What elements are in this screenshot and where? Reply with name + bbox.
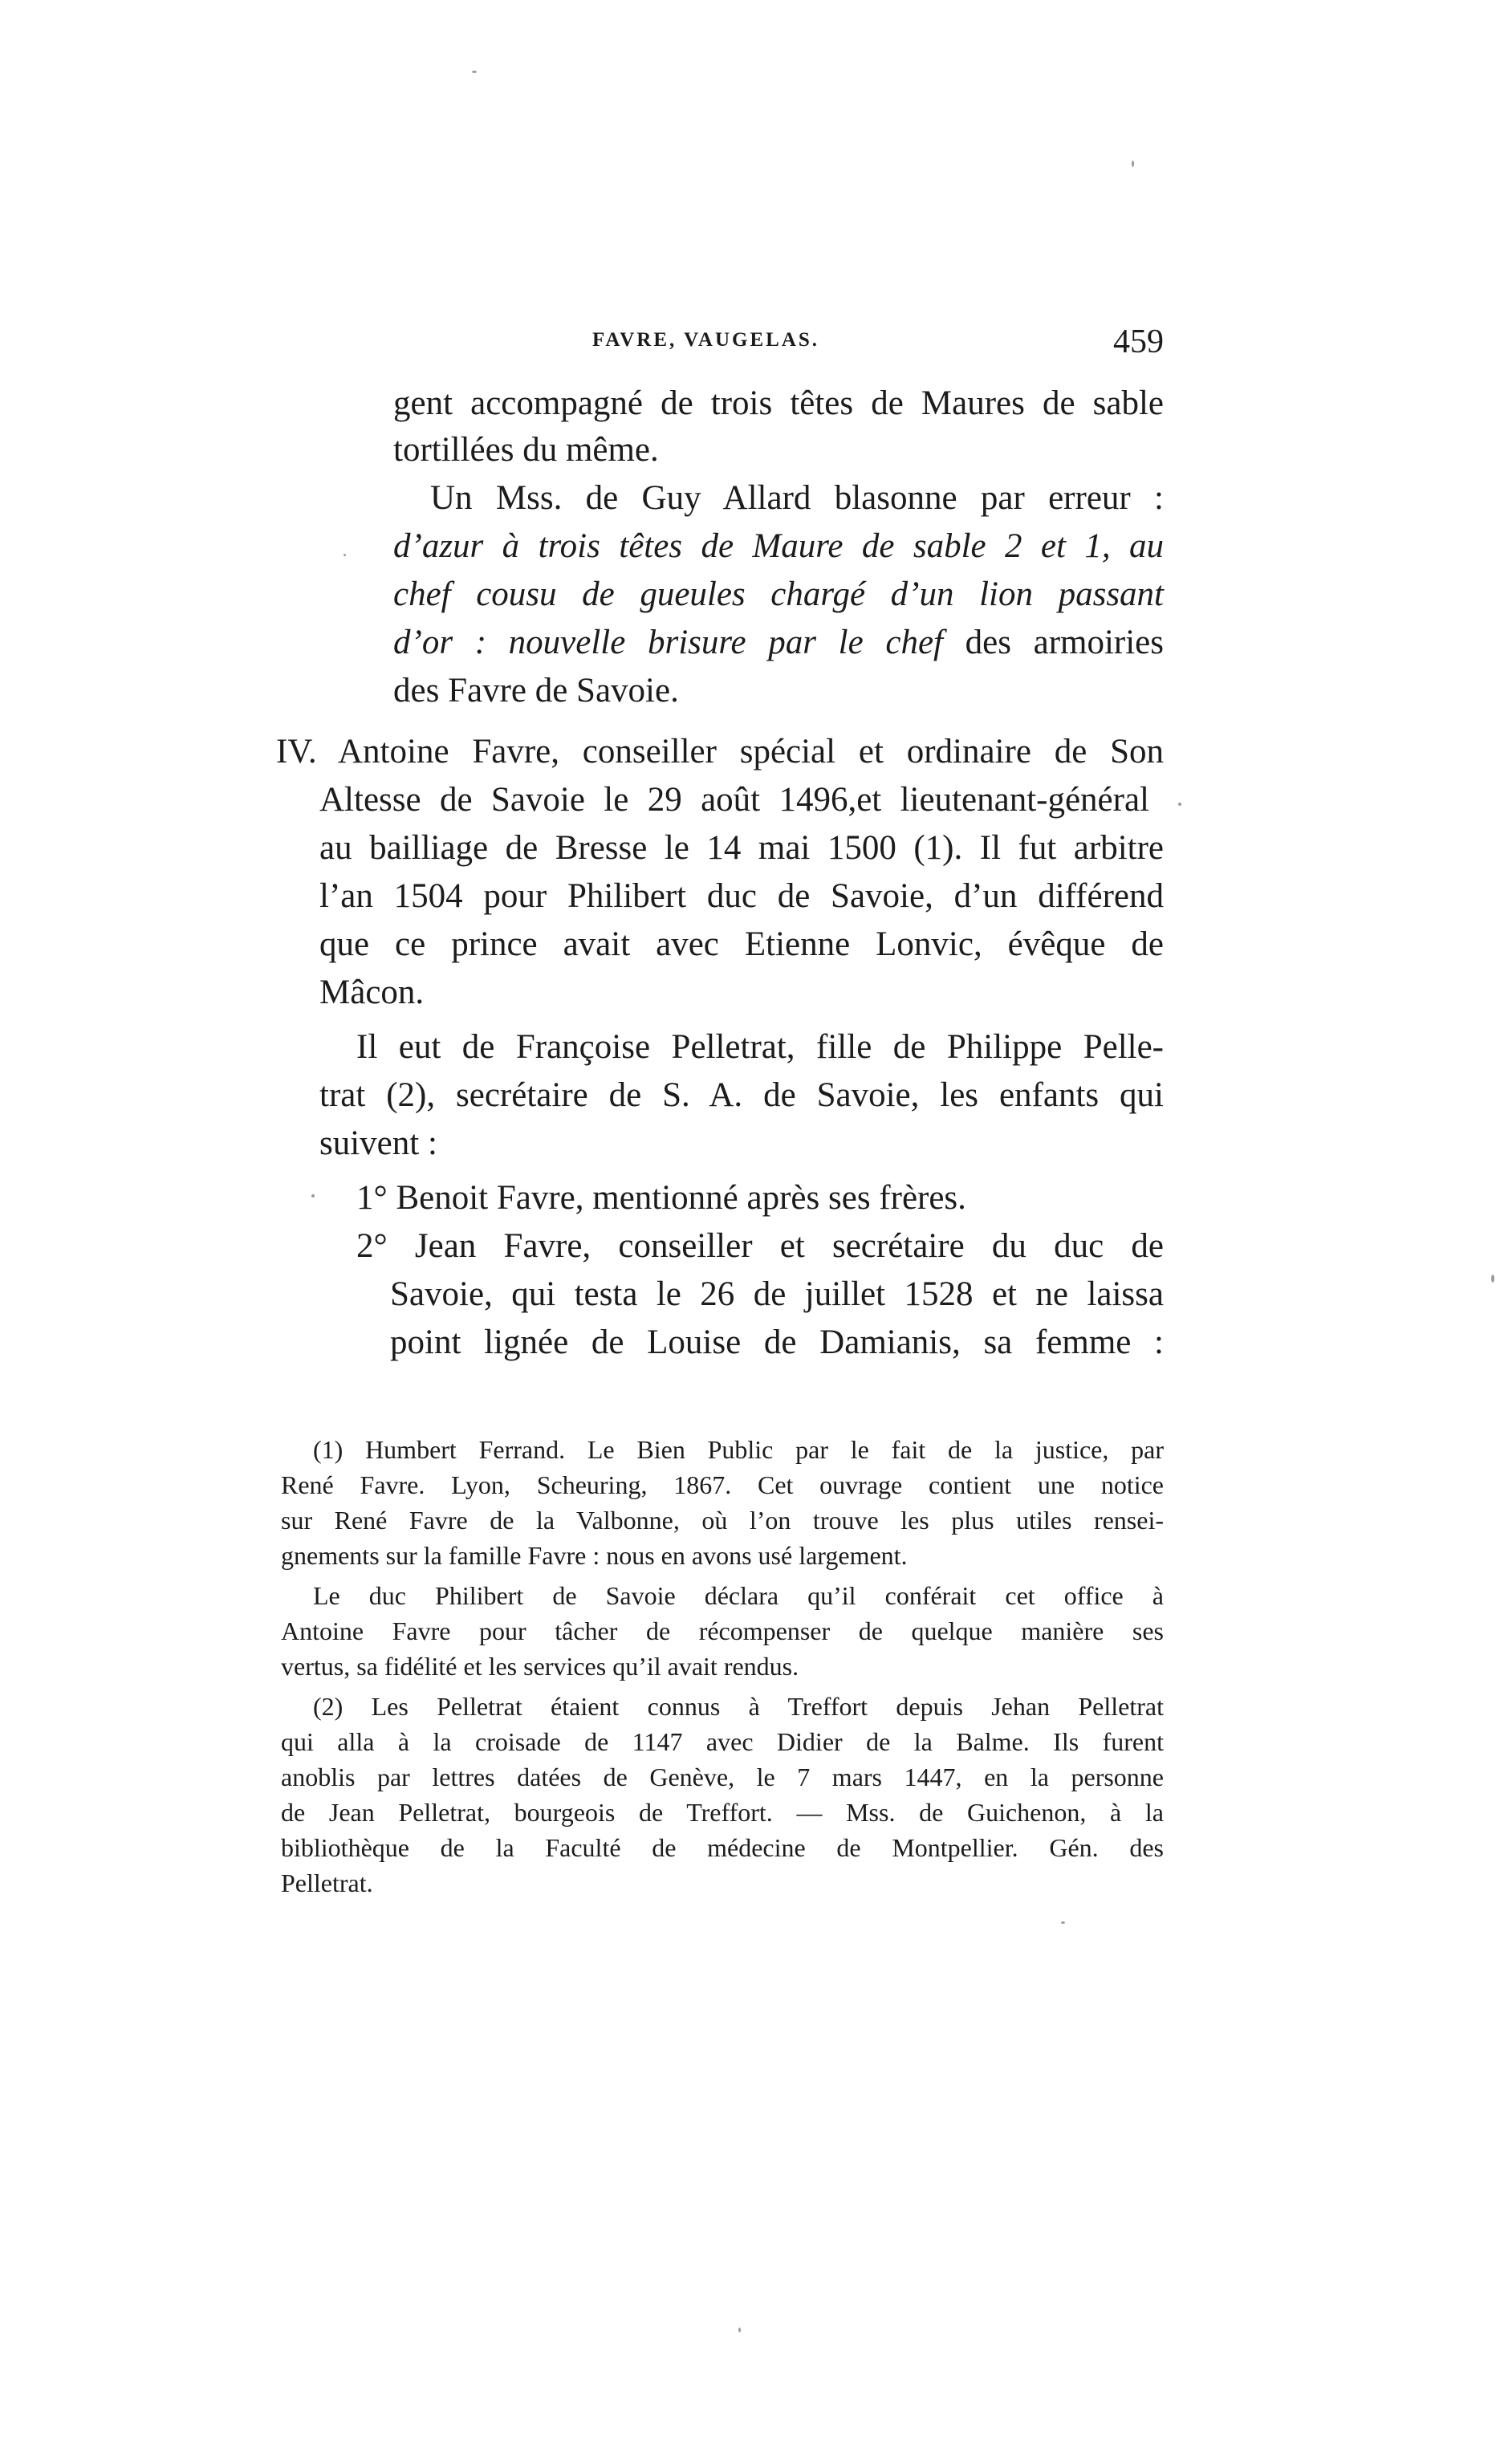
page-header — [385, 323, 1164, 377]
footnote-line: René Favre. Lyon, Scheuring, 1867. Cet ouvrage contient une notice — [281, 1470, 1164, 1499]
blazon-text: d’azur à trois têtes de Maure de sable 2 et 1, au — [393, 527, 1164, 565]
scan-speck — [311, 1194, 315, 1197]
body-line: IV. Antoine Favre, conseiller spécial et ordinaire de Son — [276, 733, 1164, 771]
footnote-line: de Jean Pelletrat, bourgeois de Treffort. — Mss. de Guichenon, à la — [281, 1798, 1164, 1827]
body-line: des Favre de Savoie. — [393, 672, 679, 710]
scan-speck — [1178, 803, 1181, 806]
footnote-line: vertus, sa fidélité et les services qu’il avait rendus. — [281, 1652, 799, 1681]
list-item: 1° Benoit Favre, mentionné après ses frères. — [356, 1179, 966, 1217]
footnote-line: Antoine Favre pour tâcher de récompenser de quelque manière ses — [281, 1616, 1164, 1645]
scan-speck — [344, 554, 346, 556]
page-number: 459 — [1113, 323, 1164, 360]
body-line: Mâcon. — [319, 974, 425, 1011]
body-line: Il eut de Françoise Pelletrat, fille de Philippe Pelle- — [356, 1028, 1164, 1066]
blazon-text: chef cousu de gueules chargé d’un lion passant — [393, 575, 1164, 613]
body-line: l’an 1504 pour Philibert duc de Savoie, d’un différend — [319, 877, 1164, 915]
footnote-line: (2) Les Pelletrat étaient connus à Treffort depuis Jehan Pelletrat — [313, 1692, 1164, 1721]
blazon-text: d’or : nouvelle brisure par — [393, 624, 839, 661]
body-line — [393, 523, 1164, 570]
list-item: 2° Jean Favre, conseiller et secrétaire du duc de — [356, 1227, 1164, 1265]
scan-speck — [1061, 1921, 1065, 1924]
scan-speck — [472, 71, 477, 73]
list-item-continuation: point lignée de Louise de Damianis, sa femme : — [390, 1323, 1164, 1361]
body-line: trat (2), secrétaire de S. A. de Savoie, les enfants qui — [319, 1076, 1164, 1114]
body-line: tortillées du même. — [393, 431, 659, 469]
body-line: au bailliage de Bresse le 14 mai 1500 (1). Il fut arbitre — [319, 829, 1164, 867]
body-line: que ce prince avait avec Etienne Lonvic, évêque de — [319, 925, 1164, 963]
body-text: des armoiries — [942, 624, 1164, 661]
scan-speck — [1491, 1275, 1494, 1283]
footnote-line: Le duc Philibert de Savoie déclara qu’il conférait cet office à — [313, 1581, 1164, 1610]
footnote-line: gnements sur la famille Favre : nous en avons usé largement. — [281, 1541, 908, 1570]
footnote-line: bibliothèque de la Faculté de médecine de Montpellier. Gén. des — [281, 1833, 1164, 1862]
footnote-line: sur René Favre de la Valbonne, où l’on trouve les plus utiles rensei- — [281, 1506, 1164, 1535]
body-line: gent accompagné de trois têtes de Maures de sable — [393, 384, 1164, 422]
body-line — [393, 620, 1164, 666]
body-line: Un Mss. de Guy Allard blasonne par erreur : — [430, 479, 1164, 517]
footnote-line: (1) Humbert Ferrand. Le Bien Public par le fait de la justice, par — [313, 1435, 1164, 1464]
footnote-line: anoblis par lettres datées de Genève, le 7 mars 1447, en la personne — [281, 1763, 1164, 1791]
footnote-line: Pelletrat. — [281, 1868, 373, 1897]
emphasis-text: le chef — [838, 624, 943, 661]
scan-speck — [1132, 161, 1134, 167]
body-line: suivent : — [319, 1124, 437, 1162]
running-title: FAVRE, VAUGELAS. — [592, 329, 820, 351]
body-line: Altesse de Savoie le 29 août 1496,et lieutenant-général — [319, 781, 1149, 819]
list-item-continuation: Savoie, qui testa le 26 de juillet 1528 et ne laissa — [390, 1275, 1164, 1313]
scan-speck — [738, 2328, 741, 2332]
footnote-line: qui alla à la croisade de 1147 avec Didier de la Balme. Ils furent — [281, 1727, 1164, 1756]
body-line — [393, 571, 1164, 618]
